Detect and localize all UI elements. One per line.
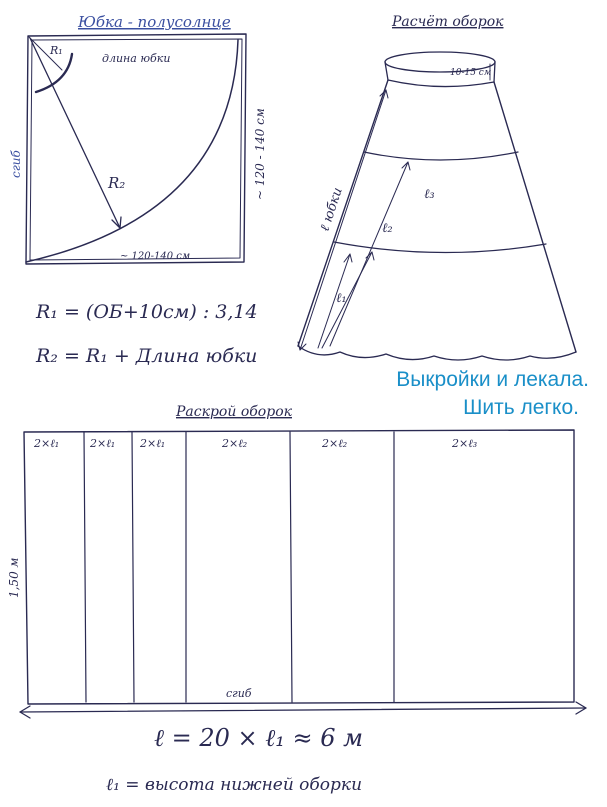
skirt-outline <box>298 80 388 346</box>
ruffle-calc-sketch <box>298 14 576 360</box>
l1-label: ℓ₁ <box>336 291 347 306</box>
cutting-title: Раскрой оборок <box>176 404 292 420</box>
total-length-formula: ℓ = 20 × ℓ₁ ≈ 6 м <box>154 724 364 752</box>
r1-label: R₁ <box>50 44 63 57</box>
tier-line-top <box>364 152 518 160</box>
watermark-line-2: Шить легко. <box>463 396 579 419</box>
strip-label-4: 2×ℓ₂ <box>222 437 248 450</box>
l1-definition: ℓ₁ = высота нижней оборки <box>106 775 363 795</box>
strip-label-1: 2×ℓ₁ <box>34 437 60 450</box>
pattern-square <box>26 34 246 264</box>
r1-arc <box>36 54 72 92</box>
formulas <box>35 301 258 367</box>
r2-label: R₂ <box>108 174 126 192</box>
watermark-line-1: Выкройки и лекала. <box>396 368 589 391</box>
ruffle-calc-title: Расчёт оборок <box>392 14 504 30</box>
total-length-arrow <box>20 708 586 712</box>
watermark <box>396 366 589 422</box>
formula-r1: R₁ = (ОБ+10см) : 3,14 <box>36 301 258 323</box>
formula-r2: R₂ = R₁ + Длина юбки <box>36 345 258 367</box>
pattern-title: Юбка - полусолнце <box>78 13 231 31</box>
cutting-layout <box>7 404 586 795</box>
r2-arc <box>26 40 238 262</box>
strip-label-6: 2×ℓ₃ <box>452 437 478 450</box>
strip-label-2: 2×ℓ₁ <box>90 437 116 450</box>
skirt-length-marker: ℓ юбки <box>317 185 346 234</box>
pattern-bottom-dimension: ~ 120-140 см <box>120 251 191 262</box>
pattern-fold-label: сгиб <box>9 150 23 178</box>
cutting-fold-label: сгиб <box>226 687 252 700</box>
fabric-height-label: 1,50 м <box>7 557 21 598</box>
waistband-dimension: 10-15 см <box>450 68 492 78</box>
r2-radius-line <box>30 38 120 228</box>
pattern-side-dimension: ~ 120 - 140 см <box>253 108 267 200</box>
tier-line-middle <box>334 242 546 253</box>
skirt-length-label: длина юбки <box>102 52 171 65</box>
l2-label: ℓ₂ <box>382 221 393 236</box>
fabric-rectangle <box>24 430 574 704</box>
skirt-hem <box>298 346 576 360</box>
l3-label: ℓ₃ <box>424 187 435 202</box>
strip-label-5: 2×ℓ₂ <box>322 437 348 450</box>
half-sun-pattern <box>9 13 267 264</box>
strip-label-3: 2×ℓ₁ <box>140 437 166 450</box>
